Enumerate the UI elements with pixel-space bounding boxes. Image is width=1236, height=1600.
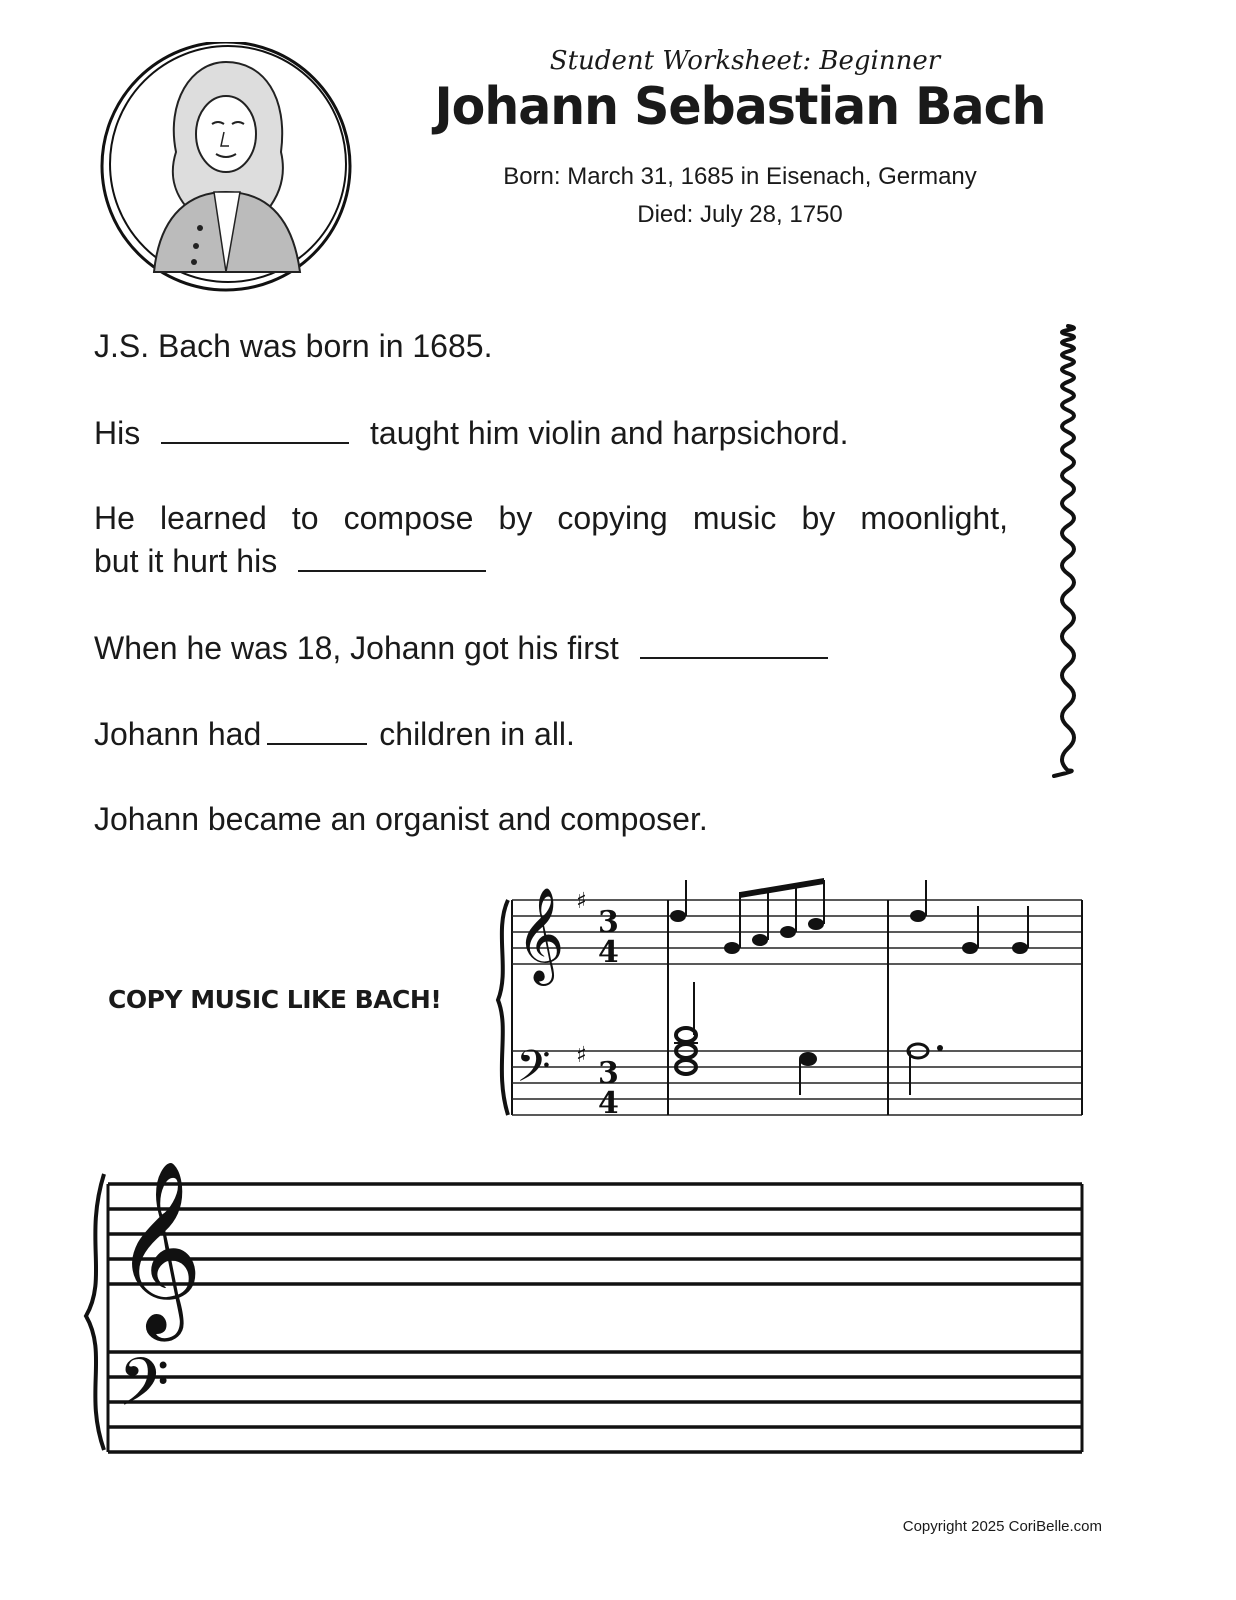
time-sig-treble-top: 3 xyxy=(598,905,619,940)
fact-line-2-start: His xyxy=(94,415,141,451)
birth-info: Born: March 31, 1685 in Eisenach, Germany xyxy=(503,163,977,190)
treble-clef-icon: 𝄞 xyxy=(516,887,565,982)
fact-line-3b-text: but it hurt his xyxy=(94,543,278,579)
fact-line-6: Johann became an organist and composer. xyxy=(94,801,708,837)
answer-blank-eyes[interactable] xyxy=(298,540,486,572)
fact-line-2 xyxy=(94,412,849,453)
fact-line-3b xyxy=(94,540,498,581)
fact-line-4-text: When he was 18, Johann got his first xyxy=(94,630,619,666)
death-info: Died: July 28, 1750 xyxy=(637,201,843,228)
page-title: Johann Sebastian Bach xyxy=(434,76,1046,137)
fact-line-5 xyxy=(94,713,575,754)
key-sharp-bass-icon: ♯ xyxy=(576,1043,587,1068)
music-excerpt xyxy=(490,870,1090,1125)
copy-music-label: COPY MUSIC LIKE BACH! xyxy=(108,985,442,1014)
grand-staff-brace xyxy=(498,900,508,1115)
answer-blank-teacher[interactable] xyxy=(161,412,349,444)
fact-line-4 xyxy=(94,627,840,668)
fact-line-1: J.S. Bach was born in 1685. xyxy=(94,328,493,364)
blank-bass-clef-icon: 𝄢 xyxy=(118,1344,170,1437)
worksheet-subtitle: Student Worksheet: Beginner xyxy=(549,46,941,76)
time-sig-bass-top: 3 xyxy=(598,1056,619,1091)
answer-blank-job[interactable] xyxy=(640,627,828,659)
blank-bass-staff xyxy=(108,1352,1082,1452)
bass-clef-icon: 𝄢 xyxy=(516,1040,551,1103)
blank-treble-staff xyxy=(108,1184,1082,1284)
fact-line-5-end: children in all. xyxy=(379,716,575,752)
bass-notes xyxy=(674,982,943,1095)
blank-treble-clef-icon: 𝄞 xyxy=(114,1160,203,1334)
time-sig-treble-bottom: 4 xyxy=(598,935,619,970)
key-sharp-treble-icon: ♯ xyxy=(576,889,587,914)
fact-line-3a: He learned to compose by copying music by moonlight, xyxy=(94,500,1008,536)
copyright: Copyright 2025 CoriBelle.com xyxy=(902,1518,1102,1535)
fact-line-2-end: taught him violin and harpsichord. xyxy=(370,415,849,451)
answer-blank-children[interactable] xyxy=(267,713,367,745)
bach-portrait xyxy=(96,42,358,292)
time-sig-bass-bottom: 4 xyxy=(598,1086,619,1121)
fact-line-5-start: Johann had xyxy=(94,716,262,752)
blank-grand-staff[interactable] xyxy=(78,1138,1088,1458)
blank-staff-brace xyxy=(86,1174,104,1450)
squiggle-decoration xyxy=(1040,320,1100,782)
